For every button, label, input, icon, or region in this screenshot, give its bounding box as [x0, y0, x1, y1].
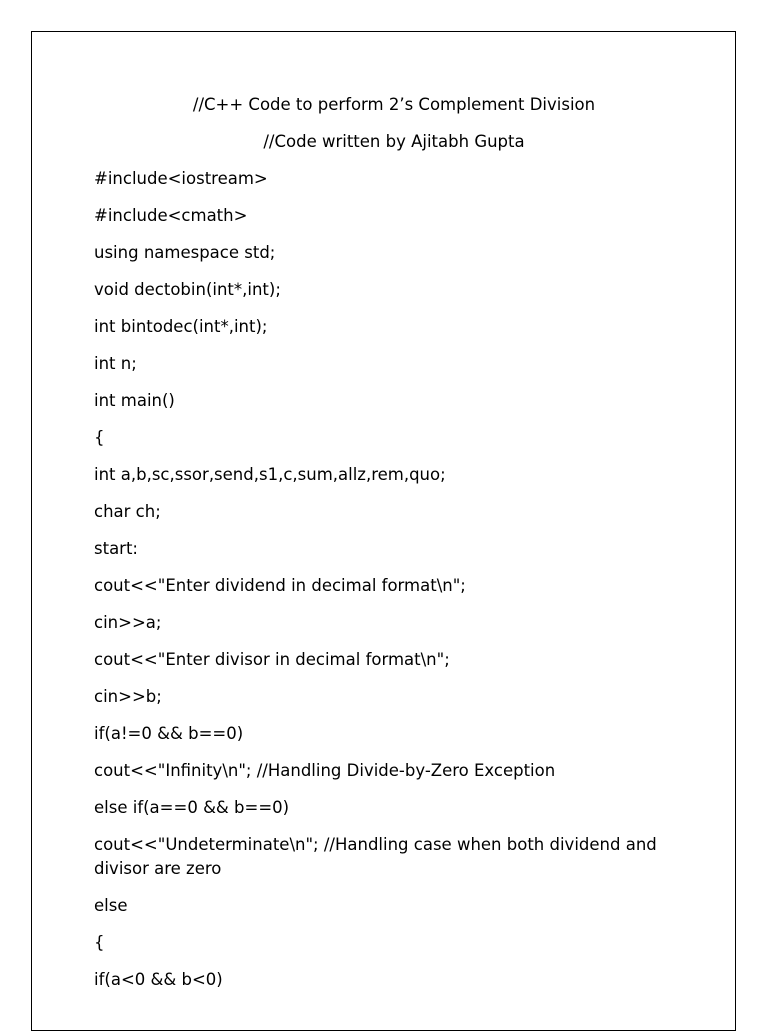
code-line: if(a<0 && b<0)	[94, 970, 223, 989]
code-line: cin>>b;	[94, 687, 162, 706]
code-line: cout<<"Enter divisor in decimal format\n";	[94, 650, 450, 669]
code-line: else if(a==0 && b==0)	[94, 798, 290, 817]
code-line: else	[94, 896, 128, 915]
code-line: cout<<"Infinity\n"; //Handling Divide-by-Zero Exception	[94, 761, 556, 780]
code-line: int n;	[94, 354, 137, 373]
code-line: #include<cmath>	[94, 206, 248, 225]
code-line: start:	[94, 539, 138, 558]
code-line: int bintodec(int*,int);	[94, 317, 268, 336]
code-line: cout<<"Undeterminate\n"; //Handling case when both dividend and divisor are zero	[94, 835, 657, 878]
document-page	[31, 31, 736, 1031]
code-line: int a,b,sc,ssor,send,s1,c,sum,allz,rem,quo;	[94, 465, 446, 484]
code-line: if(a!=0 && b==0)	[94, 724, 244, 743]
header-comment-author: //Code written by Ajitabh Gupta	[263, 132, 525, 151]
code-line: cout<<"Enter dividend in decimal format\n";	[94, 576, 466, 595]
document-content	[94, 93, 694, 1005]
code-line: cin>>a;	[94, 613, 162, 632]
header-comment-title: //C++ Code to perform 2’s Complement Division	[192, 95, 596, 114]
code-line: {	[94, 933, 105, 952]
code-line: void dectobin(int*,int);	[94, 280, 281, 299]
code-line: {	[94, 428, 105, 447]
code-line: int main()	[94, 391, 175, 410]
code-line: #include<iostream>	[94, 169, 268, 188]
code-line: char ch;	[94, 502, 161, 521]
code-line: using namespace std;	[94, 243, 276, 262]
